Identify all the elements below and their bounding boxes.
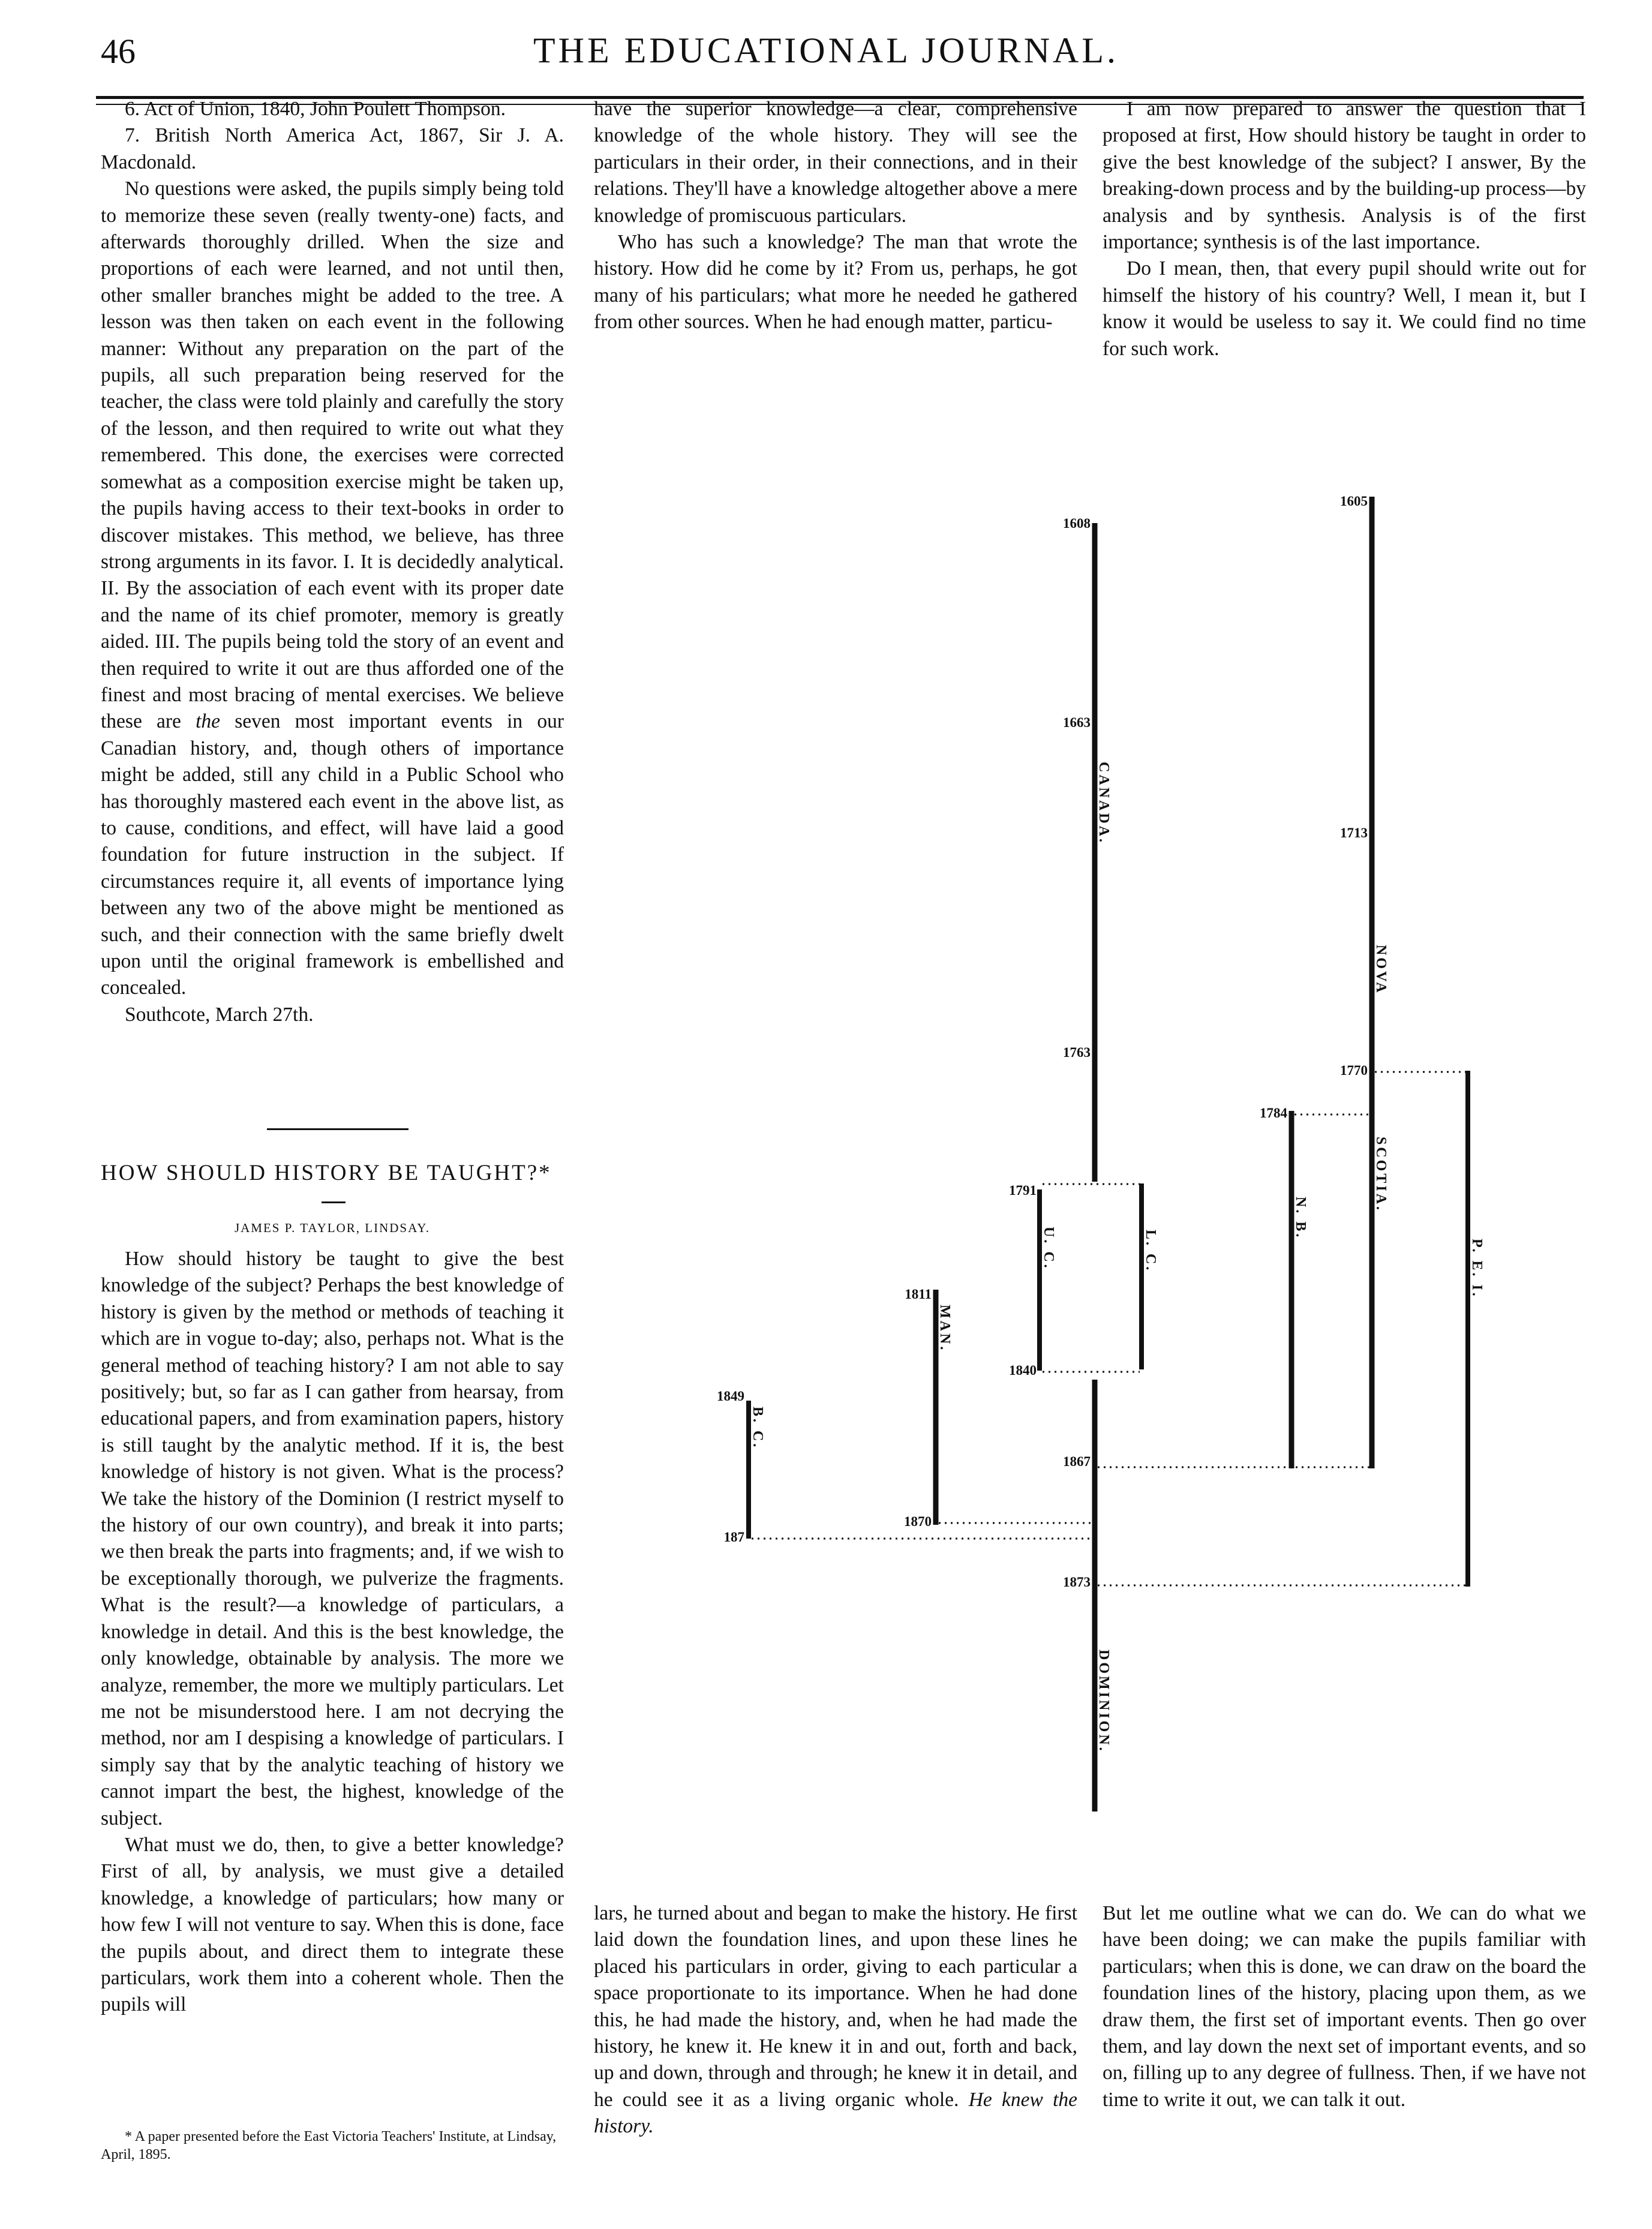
year-label: 187: [723, 1530, 744, 1545]
year-label: 1867: [1063, 1454, 1091, 1469]
year-label: 1608: [1063, 516, 1091, 531]
paragraph-text: No questions were asked, the pupils simply being told to memorize these seven (really twenty-one) facts, and afterwards thoroughly drilled. When the size and proportions of each were learned, and not until then, other smaller branches might be added to the tree. A lesson was then taken on each event in the following manner: Without any preparation on the part of the pupils, all such preparation being reserved for the teacher, the class were told plainly and carefully the story of the lesson, and then required to write out what they remembered. This done, the exercises were corrected somewhat as a composition exercise might be taken up, the pupils having access to their text-books in order to discover mistakes. This method, we believe, has three strong arguments in its favor. I. It is decidedly analytical. II. By the association of each event with its proper date and the name of its chief promoter, memory is greatly aided. III. The pupils being told the story of an event and then required to write it out are thus afforded one of the finest and most bracing of mental exercises. We believe these are: [101, 178, 564, 733]
emphasis: He knew the history.: [594, 2088, 1077, 2138]
year-label: 1870: [904, 1514, 932, 1529]
list-item: 6. Act of Union, 1840, John Poulett Thompson.: [125, 98, 506, 120]
body-paragraph: What must we do, then, to give a better knowledge? First of all, by analysis, we must give a detailed knowledge, a knowledge of particulars; how many or how few I will not venture to say. When this is done, face the pupils about, and direct them to integrate these particulars, work them into a coherent whole. Then the pupils will: [101, 1833, 564, 2016]
body-paragraph: I am now prepared to answer the question that I proposed at first, How should history be taught in order to give the best knowledge of the subject? I answer, By the breaking-down process and by the building-up process—by analysis and by synthesis. Analysis is of the first importance; synthesis is of the last importance.: [1103, 98, 1586, 254]
body-paragraph: How should history be taught to give the best knowledge of the subject? Perhaps the best knowledge of history is given by the method or methods of teaching it which are in vogue to-day; also, perhaps not. What is the general method of teaching history? I am not able to say positively; but, so far as I can gather from hearsay, from educational papers, and from examination papers, history is still taught by the analytic method. If it is, the best knowledge of history is not given. What is the process? We take the history of the Dominion (I restrict myself to the history of our own country), and break it into parts; we then break the parts into fragments; and, if we wish to be exceptionally thorough, we pulverize the fragments. What is the result?—a knowledge of particulars, a knowledge in detail. And this is the best knowledge, the only knowledge, obtainable by analysis. The more we analyze, remember, the more we multiply particulars. Let me not be misunderstood here. I am not decrying the method, nor am I despising a knowledge of particulars. I simply say that by the analytic teaching of history we cannot impart the best, the highest, knowledge of the subject.: [101, 1248, 564, 1830]
footnote-text: * A paper presented before the East Victoria Teachers' Institute, at Lindsay, April, 1895.: [101, 2129, 557, 2162]
year-label: 1770: [1340, 1063, 1368, 1078]
region-label-lc: L. C.: [1143, 1230, 1158, 1273]
region-label-uc: U. C.: [1041, 1227, 1056, 1270]
year-label: 1784: [1260, 1106, 1287, 1120]
emphasis: the: [196, 710, 221, 733]
year-label: 1791: [1009, 1183, 1037, 1198]
paragraph-text: lars, he turned about and began to make the history. He first laid down the foundation lines, and upon these lines he placed his particulars in order, giving to each particular a space proportionate to its importance. When he had done this, he had made the history, and, when he had made the history, he knew it. He knew it in and out, forth and back, up and down, through and through; he knew it in detail, and he could see it as a living organic whole.: [594, 1902, 1077, 2111]
body-paragraph: [594, 1900, 1077, 2140]
year-label: 1605: [1340, 494, 1368, 509]
body-paragraph: Do I mean, then, that every pupil should write out for himself the history of his country? Well, I mean it, but I know it would be useless to say it. We could find no time for such work.: [1103, 257, 1586, 360]
list-item: 7. British North America Act, 1867, Sir J. A. Macdonald.: [101, 124, 564, 173]
body-paragraph: have the superior knowledge—a clear, comprehensive knowledge of the whole history. They will see the particulars in their order, in their connections, and in their relations. They'll have a knowledge altogether above a mere knowledge of promiscuous particulars.: [594, 98, 1077, 227]
body-paragraph: Who has such a knowledge? The man that wrote the history. How did he come by it? From us, perhaps, he got many of his particulars; what more he needed he gathered from other sources. When he had enough matter, particu-: [594, 231, 1077, 334]
signoff: Southcote, March 27th.: [125, 1003, 314, 1026]
region-label-nova: NOVA: [1373, 945, 1389, 995]
paragraph-text: seven most important events in our Canadian history, and, though others of importance might be added, still any child in a Public School who has thoroughly mastered each event in the above list, as to cause, conditions, and effect, will have laid a good foundation for future instruction in the subject. If circumstances require it, all events of importance lying between any two of the above might be mentioned as such, and their connection with the same briefly dwelt upon until the original framework is embellished and concealed.: [101, 710, 564, 999]
page-number: 46: [101, 32, 136, 71]
year-label: 1663: [1063, 715, 1091, 730]
region-label-dominion: DOMINION.: [1096, 1650, 1112, 1753]
year-label: 1713: [1340, 825, 1368, 840]
year-label: 1849: [717, 1389, 744, 1404]
article-author: JAMES P. TAYLOR, LINDSAY.: [234, 1221, 431, 1235]
year-label: 1840: [1009, 1363, 1037, 1378]
article-title: HOW SHOULD HISTORY BE TAUGHT?*: [101, 1161, 552, 1185]
column-3-bottom: [1103, 1900, 1586, 2113]
year-label: 1811: [905, 1287, 932, 1302]
region-label-bc: B. C.: [750, 1407, 765, 1450]
year-label: 1763: [1063, 1045, 1091, 1060]
year-label: 1873: [1063, 1575, 1091, 1590]
column-2-bottom: [594, 1900, 1077, 2140]
body-paragraph: But let me outline what we can do. We can do what we have been doing; we can make the pupils familiar with particulars; when this is done, we can draw on the board the foundation lines of the history, placing upon them, as we draw them, the first set of important events. Then go over them, and lay down the next set of important events, and so on, filling up to any degree of fullness. Then, if we have not time to write it out, we can talk it out.: [1103, 1902, 1586, 2111]
region-label-scotia: SCOTIA.: [1373, 1137, 1389, 1213]
region-label-man: MAN.: [937, 1305, 953, 1353]
region-label-canada: CANADA.: [1096, 762, 1112, 845]
journal-title: THE EDUCATIONAL JOURNAL.: [533, 31, 1119, 70]
region-label-pei: P. E. I.: [1469, 1239, 1485, 1299]
region-label-nb: N. B.: [1293, 1197, 1308, 1240]
